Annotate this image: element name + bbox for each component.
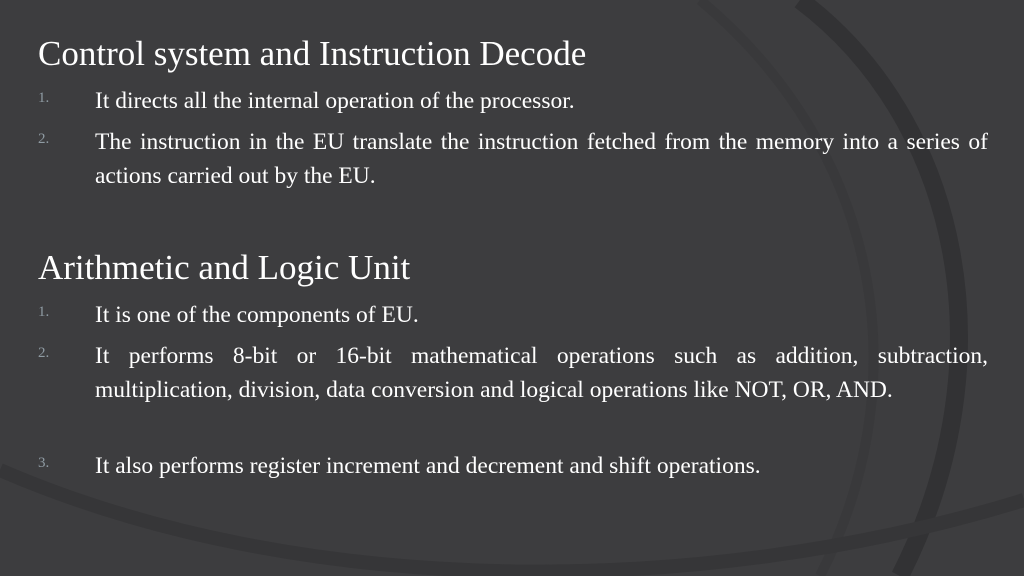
list-item-control-2 [38,125,988,193]
list-item-alu-3 [38,449,988,483]
list-number: 3. [38,455,50,471]
heading-alu: Arithmetic and Logic Unit [38,248,411,287]
list-item-alu-2 [38,339,988,407]
list-item-text: It is one of the components of EU. [95,302,419,328]
list-item-text: The instruction in the EU translate the instruction fetched from the memory into a series of actions carried out by the EU. [95,129,988,189]
list-number: 1. [38,90,50,106]
list-number: 2. [38,131,50,147]
list-number: 2. [38,345,50,361]
list-item-text: It directs all the internal operation of the processor. [95,88,575,114]
list-item-alu-1 [38,298,988,332]
list-item-text: It also performs register increment and decrement and shift operations. [95,453,761,479]
list-item-control-1 [38,84,988,118]
heading-control-system: Control system and Instruction Decode [38,34,587,73]
list-item-text: It performs 8-bit or 16-bit mathematical operations such as addition, subtraction, multiplication, division, data conversion and logical operations like NOT, OR, AND. [95,343,988,403]
list-number: 1. [38,304,50,320]
